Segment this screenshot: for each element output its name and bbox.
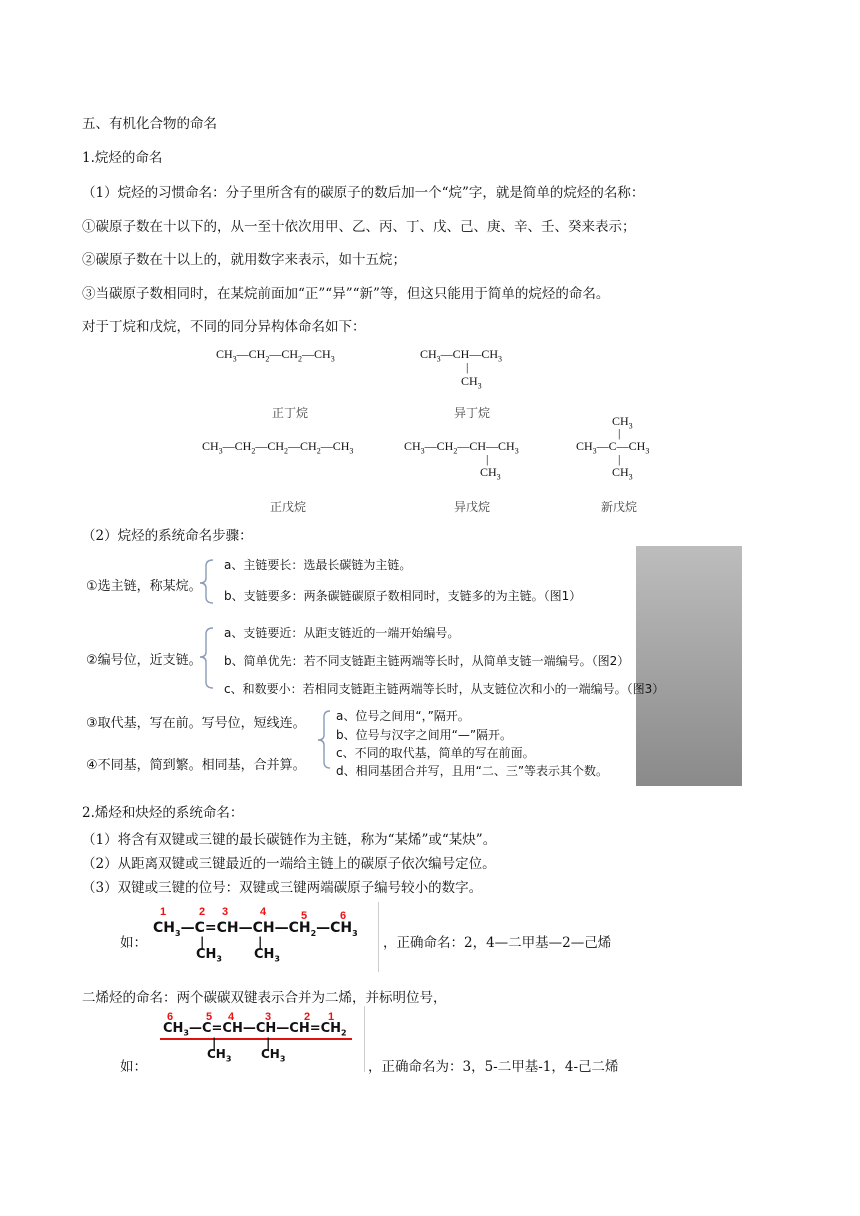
step-2c: c、和数要小：若相同支链距主链两端等长时，从支链位次和小的一端编号。（图3） [224, 682, 665, 696]
ex1-num-3: 3 [222, 906, 229, 918]
ex2-num-4: 4 [228, 1011, 235, 1023]
step-1-main: ①选主链，称某烷。 [86, 579, 202, 594]
alkane-para-3: ②碳原子数在十以上的，就用数字来表示，如十五烷； [82, 252, 406, 268]
isobutane-branch: | [466, 360, 469, 374]
neopentane-formula: $CH_3—C—CH_3$ [576, 439, 650, 456]
alkene-line-3: （3）双键或三键的位号：双键或三键两端碳原子编号较小的数字。 [82, 880, 483, 896]
caption-n-pentane: 正戊烷 [270, 500, 307, 514]
ex1-num-2: 2 [199, 906, 206, 918]
n-pentane-formula: $CH_3—CH_2—CH_2—CH_2—CH_3$ [202, 439, 354, 456]
step-2a: a、支链要近：从距支链近的一端开始编号。 [224, 626, 460, 640]
example-2-formula: $CH_3—C=CH—CH—CH=CH_2$ [163, 1021, 347, 1038]
ex1-num-6: 6 [340, 910, 347, 922]
step-3-main: ③取代基，写在前。写号位，短线连。 [86, 716, 306, 731]
neopentane-bottom-methyl: $CH_3$ [612, 465, 633, 482]
rule-c: c、不同的取代基，简单的写在前面。 [336, 746, 535, 760]
caption-n-butane: 正丁烷 [272, 406, 309, 420]
step-1a: a、主链要长：选最长碳链为主链。 [224, 558, 412, 572]
ex1-methyl-2: $CH_3$ [254, 947, 280, 964]
ex2-num-3: 3 [265, 1011, 272, 1023]
alkane-para-5: 对于丁烷和戊烷，不同的同分异构体命名如下： [82, 319, 366, 335]
alkene-line-1: （1）将含有双键或三键的最长碳链作为主链，称为“某烯”或“某炔”。 [82, 832, 497, 848]
rule-a: a、位号之间用“，”隔开。 [336, 709, 470, 723]
neopentane-top-bond: | [618, 426, 621, 440]
alkene-heading: 2.烯烃和炔烃的系统命名： [82, 805, 244, 821]
isobutane-formula: $CH_3—CH—CH_3$ [420, 347, 503, 364]
ex1-num-5: 5 [301, 910, 308, 922]
example-2-prefix: 如： [120, 1059, 147, 1075]
neopentane-top-methyl: $CH_3$ [612, 414, 633, 431]
ex2-methyl-2: $CH_3$ [261, 1047, 286, 1064]
ex2-num-6: 6 [167, 1011, 174, 1023]
alkane-para-1: （1）烷烃的习惯命名：分子里所含有的碳原子的数后加一个“烷”字，就是简单的烷烃的名称： [82, 185, 645, 201]
rule-b: b、位号与汉字之间用“—”隔开。 [336, 728, 513, 742]
ex1-num-4: 4 [260, 906, 267, 918]
ex2-num-2: 2 [304, 1011, 311, 1023]
ex2-methyl-1: $CH_3$ [207, 1047, 232, 1064]
rule-d: d、相同基团合并写，且用“二、三”等表示其个数。 [336, 764, 609, 778]
example-2-result: ，正确命名为：3，5-二甲基-1，4-己二烯 [368, 1059, 619, 1075]
ex1-branch-1: | [200, 935, 205, 949]
ex1-branch-2: | [258, 935, 263, 949]
isopentane-methyl: $CH_3$ [480, 465, 501, 482]
step-2-main: ②编号位，近支链。 [86, 653, 202, 668]
alkane-heading: 1.烷烃的命名 [82, 150, 163, 166]
example-2-divider [364, 1006, 365, 1072]
ex2-branch-2: | [266, 1036, 271, 1050]
alkene-line-2: （2）从距离双键或三键最近的一端给主链上的碳原子依次编号定位。 [82, 856, 496, 872]
caption-isopentane: 异戊烷 [454, 500, 491, 514]
caption-isobutane: 异丁烷 [454, 406, 491, 420]
neopentane-bottom-bond: | [618, 452, 621, 466]
isobutane-methyl: $CH_3$ [461, 374, 482, 391]
ex1-methyl-1: $CH_3$ [196, 947, 222, 964]
section-title: 五、有机化合物的命名 [82, 116, 217, 132]
ex1-num-1: 1 [160, 906, 167, 918]
step-4-main: ④不同基，简到繁。相同基，合并算。 [86, 758, 306, 773]
caption-neopentane: 新戊烷 [601, 500, 638, 514]
main-chain-underline [160, 1038, 352, 1040]
example-1-prefix: 如： [120, 935, 147, 951]
alkane-para-2: ①碳原子数在十以下的，从一至十依次用甲、乙、丙、丁、戊、己、庚、辛、壬、癸来表示； [82, 219, 636, 235]
ex2-branch-1: | [212, 1036, 217, 1050]
alkane-para-6: （2）烷烃的系统命名步骤： [82, 528, 253, 544]
ex2-num-1: 1 [328, 1011, 335, 1023]
diene-text: 二烯烃的命名：两个碳碳双键表示合并为二烯，并标明位号， [82, 990, 447, 1006]
step-1b: b、支链要多：两条碳链碳原子数相同时，支链多的为主链。（图1） [224, 589, 582, 603]
example-1-result: ，正确命名：2，4—二甲基—2—己烯 [383, 935, 612, 951]
n-butane-formula: $CH_3—CH_2—CH_2—CH_3$ [216, 347, 335, 364]
ex2-num-5: 5 [206, 1011, 213, 1023]
isopentane-branch: | [486, 452, 489, 466]
example-1-formula: $CH_3—C=CH—CH—CH_2—CH_3$ [153, 920, 358, 938]
isopentane-formula: $CH_3—CH_2—CH—CH_3$ [404, 439, 519, 456]
alkane-para-4: ③当碳原子数相同时，在某烷前面加“正”“异”“新”等，但这只能用于简单的烷烃的命名。 [82, 286, 610, 302]
example-1-divider [378, 902, 379, 972]
step-2b: b、简单优先：若不同支链距主链两端等长时，从简单支链一端编号。（图2） [224, 654, 630, 668]
